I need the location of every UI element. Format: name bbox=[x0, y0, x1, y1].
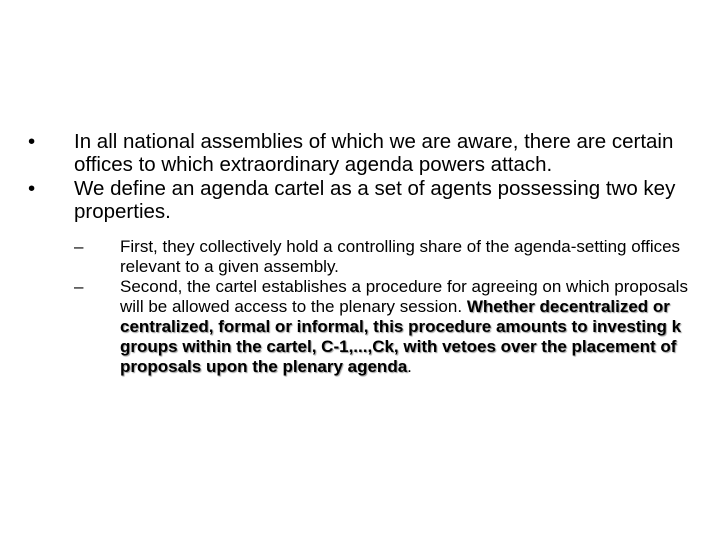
sub-bullet-item-1 bbox=[74, 237, 698, 277]
bullet-marker: • bbox=[28, 130, 36, 153]
bullet-text-2: We define an agenda cartel as a set of agents possessing two key properties. bbox=[74, 177, 676, 223]
slide-body bbox=[28, 130, 698, 377]
bullet-item-1 bbox=[28, 130, 698, 176]
sub-bullet-list bbox=[28, 237, 698, 377]
sentence-end: . bbox=[407, 357, 412, 376]
sub-bullet-text-2: Second, the cartel establishes a procedure for agreeing on which proposals will be allowed access to the plenary session. bbox=[120, 277, 688, 316]
emphasized-statement: Whether decentralized or centralized, formal or informal, this procedure amounts to investing k groups within the cartel, C-1,...,Ck, with vetoes over the placement of proposals upon the plenary agenda bbox=[120, 297, 682, 376]
sub-bullet-marker: – bbox=[74, 277, 84, 296]
bullet-text-1: In all national assemblies of which we are aware, there are certain offices to which extraordinary agenda powers attach. bbox=[74, 130, 674, 176]
sub-bullet-item-2 bbox=[74, 277, 698, 377]
bullet-item-2 bbox=[28, 177, 698, 223]
bullet-marker: • bbox=[28, 177, 36, 200]
sub-bullet-text-1: First, they collectively hold a controlling share of the agenda-setting offices relevant to a given assembly. bbox=[120, 237, 681, 276]
sub-bullet-marker: – bbox=[74, 237, 84, 256]
